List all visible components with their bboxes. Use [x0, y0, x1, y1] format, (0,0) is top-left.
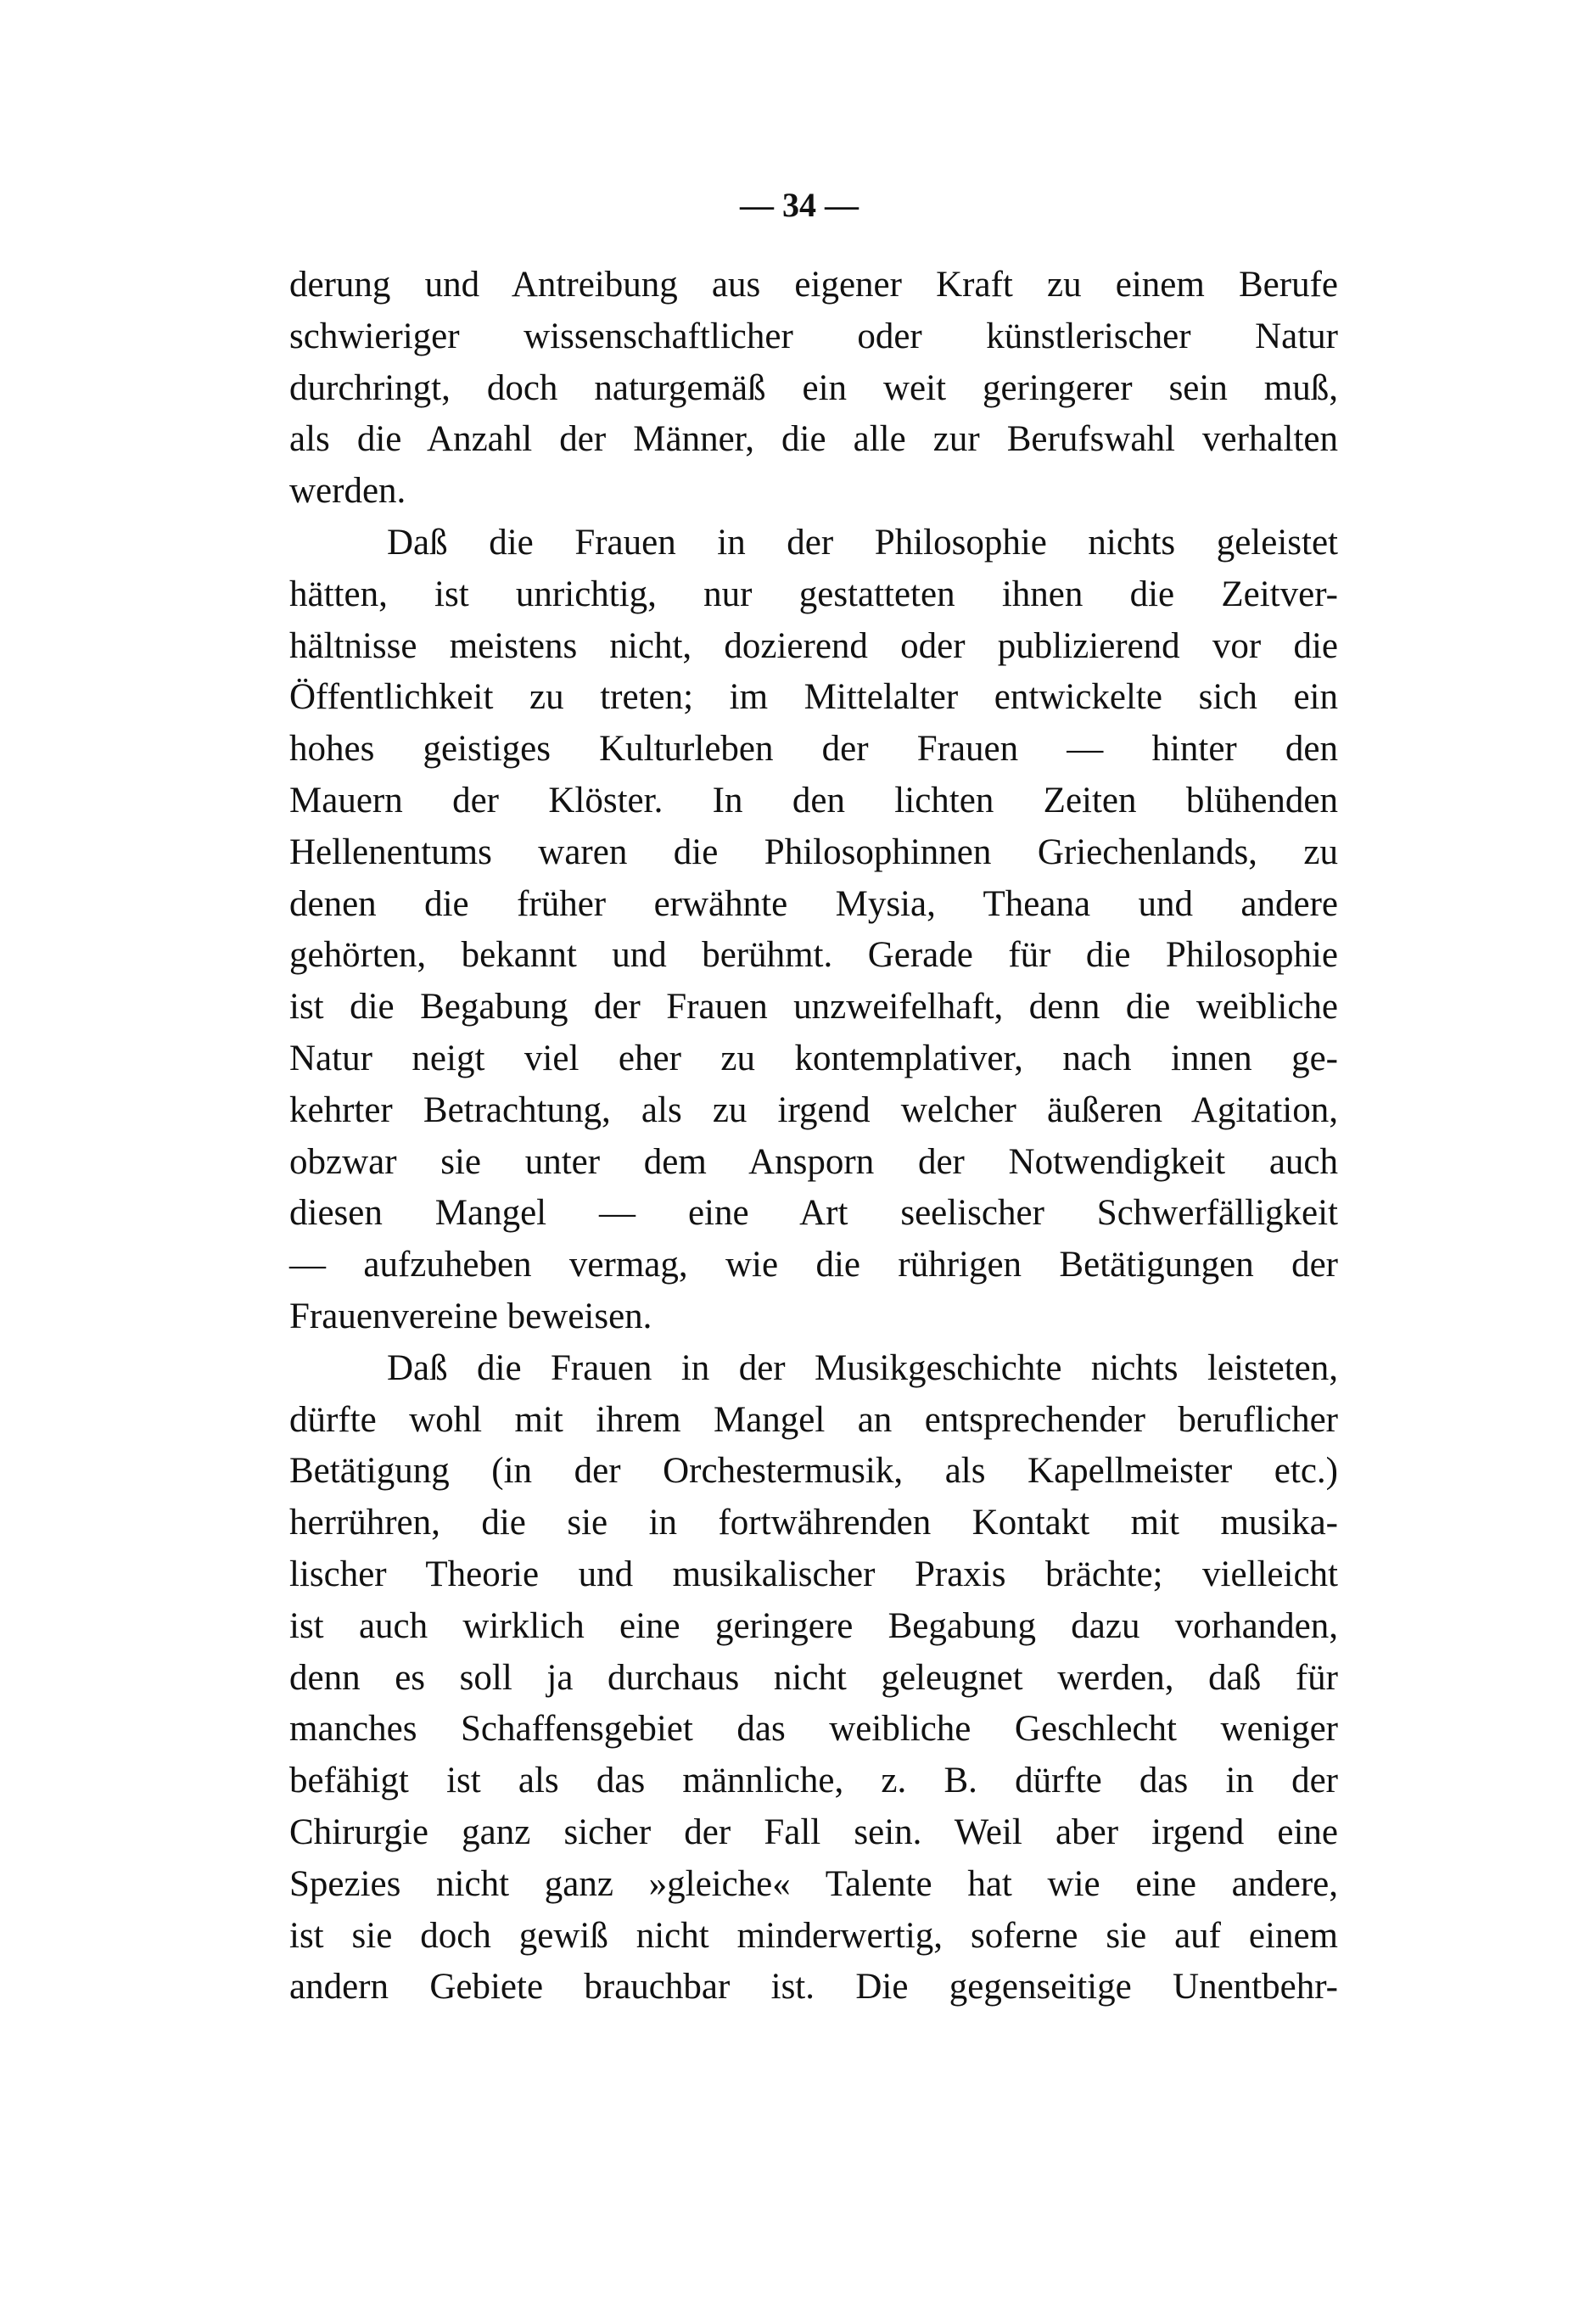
- text-line: herrühren, die sie in fortwährenden Kontakt mit musika-: [289, 1503, 1338, 1543]
- text-line: werden.: [289, 471, 406, 512]
- text-line: Daß die Frauen in der Philosophie nichts geleistet: [387, 523, 1338, 563]
- text-line: andern Gebiete brauchbar ist. Die gegenseitige Unentbehr-: [289, 1967, 1338, 2008]
- text-line: Chirurgie ganz sicher der Fall sein. Weil aber irgend eine: [289, 1812, 1338, 1852]
- text-line: ist die Begabung der Frauen unzweifelhaft, denn die weibliche: [289, 987, 1338, 1028]
- text-line: manches Schaffensgebiet das weibliche Geschlecht weniger: [289, 1709, 1338, 1750]
- text-line: derung und Antreibung aus eigener Kraft zu einem Berufe: [289, 265, 1338, 305]
- text-line: ist sie doch gewiß nicht minderwertig, soferne sie auf einem: [289, 1915, 1338, 1956]
- text-line: — aufzuheben vermag, wie die rührigen Betätigungen der: [289, 1245, 1338, 1285]
- text-line: schwieriger wissenschaftlicher oder künstlerischer Natur: [289, 316, 1338, 356]
- page-number: — 34 —: [740, 186, 859, 224]
- text-line: als die Anzahl der Männer, die alle zur Berufswahl verhalten: [289, 419, 1338, 460]
- text-line: befähigt ist als das männliche, z. B. dürfte das in der: [289, 1761, 1338, 1801]
- text-line: denn es soll ja durchaus nicht geleugnet werden, daß für: [289, 1657, 1338, 1698]
- text-line: hältnisse meistens nicht, dozierend oder publizierend vor die: [289, 625, 1338, 666]
- text-line: denen die früher erwähnte Mysia, Theana und andere: [289, 883, 1338, 924]
- text-line: diesen Mangel — eine Art seelischer Schwerfälligkeit: [289, 1193, 1338, 1234]
- text-line: ist auch wirklich eine geringere Begabung dazu vorhanden,: [289, 1605, 1338, 1646]
- text-line: Hellenentums waren die Philosophinnen Griechenlands, zu: [289, 832, 1338, 872]
- text-line: lischer Theorie und musikalischer Praxis brächte; vielleicht: [289, 1554, 1338, 1594]
- text-line: obzwar sie unter dem Ansporn der Notwendigkeit auch: [289, 1141, 1338, 1182]
- text-line: Spezies nicht ganz »gleiche« Talente hat wie eine andere,: [289, 1863, 1338, 1904]
- text-line: Betätigung (in der Orchestermusik, als Kapellmeister etc.): [289, 1451, 1338, 1492]
- text-line: hohes geistiges Kulturleben der Frauen — hinter den: [289, 729, 1338, 770]
- text-line: durchringt, doch naturgemäß ein weit geringerer sein muß,: [289, 367, 1338, 408]
- text-line: Mauern der Klöster. In den lichten Zeiten blühenden: [289, 781, 1338, 820]
- text-line: dürfte wohl mit ihrem Mangel an entsprechender beruflicher: [289, 1399, 1338, 1440]
- text-line: Öffentlichkeit zu treten; im Mittelalter entwickelte sich ein: [289, 677, 1338, 718]
- text-line: Frauenvereine beweisen.: [289, 1296, 652, 1336]
- text-line: hätten, ist unrichtig, nur gestatteten ihnen die Zeitver-: [289, 574, 1338, 614]
- text-line: Natur neigt viel eher zu kontemplativer, nach innen ge-: [289, 1039, 1338, 1078]
- text-line: gehörten, bekannt und berühmt. Gerade für die Philosophie: [289, 935, 1338, 976]
- text-line: kehrter Betrachtung, als zu irgend welcher äußeren Agitation,: [289, 1089, 1338, 1130]
- text-line: Daß die Frauen in der Musikgeschichte nichts leisteten,: [387, 1347, 1338, 1388]
